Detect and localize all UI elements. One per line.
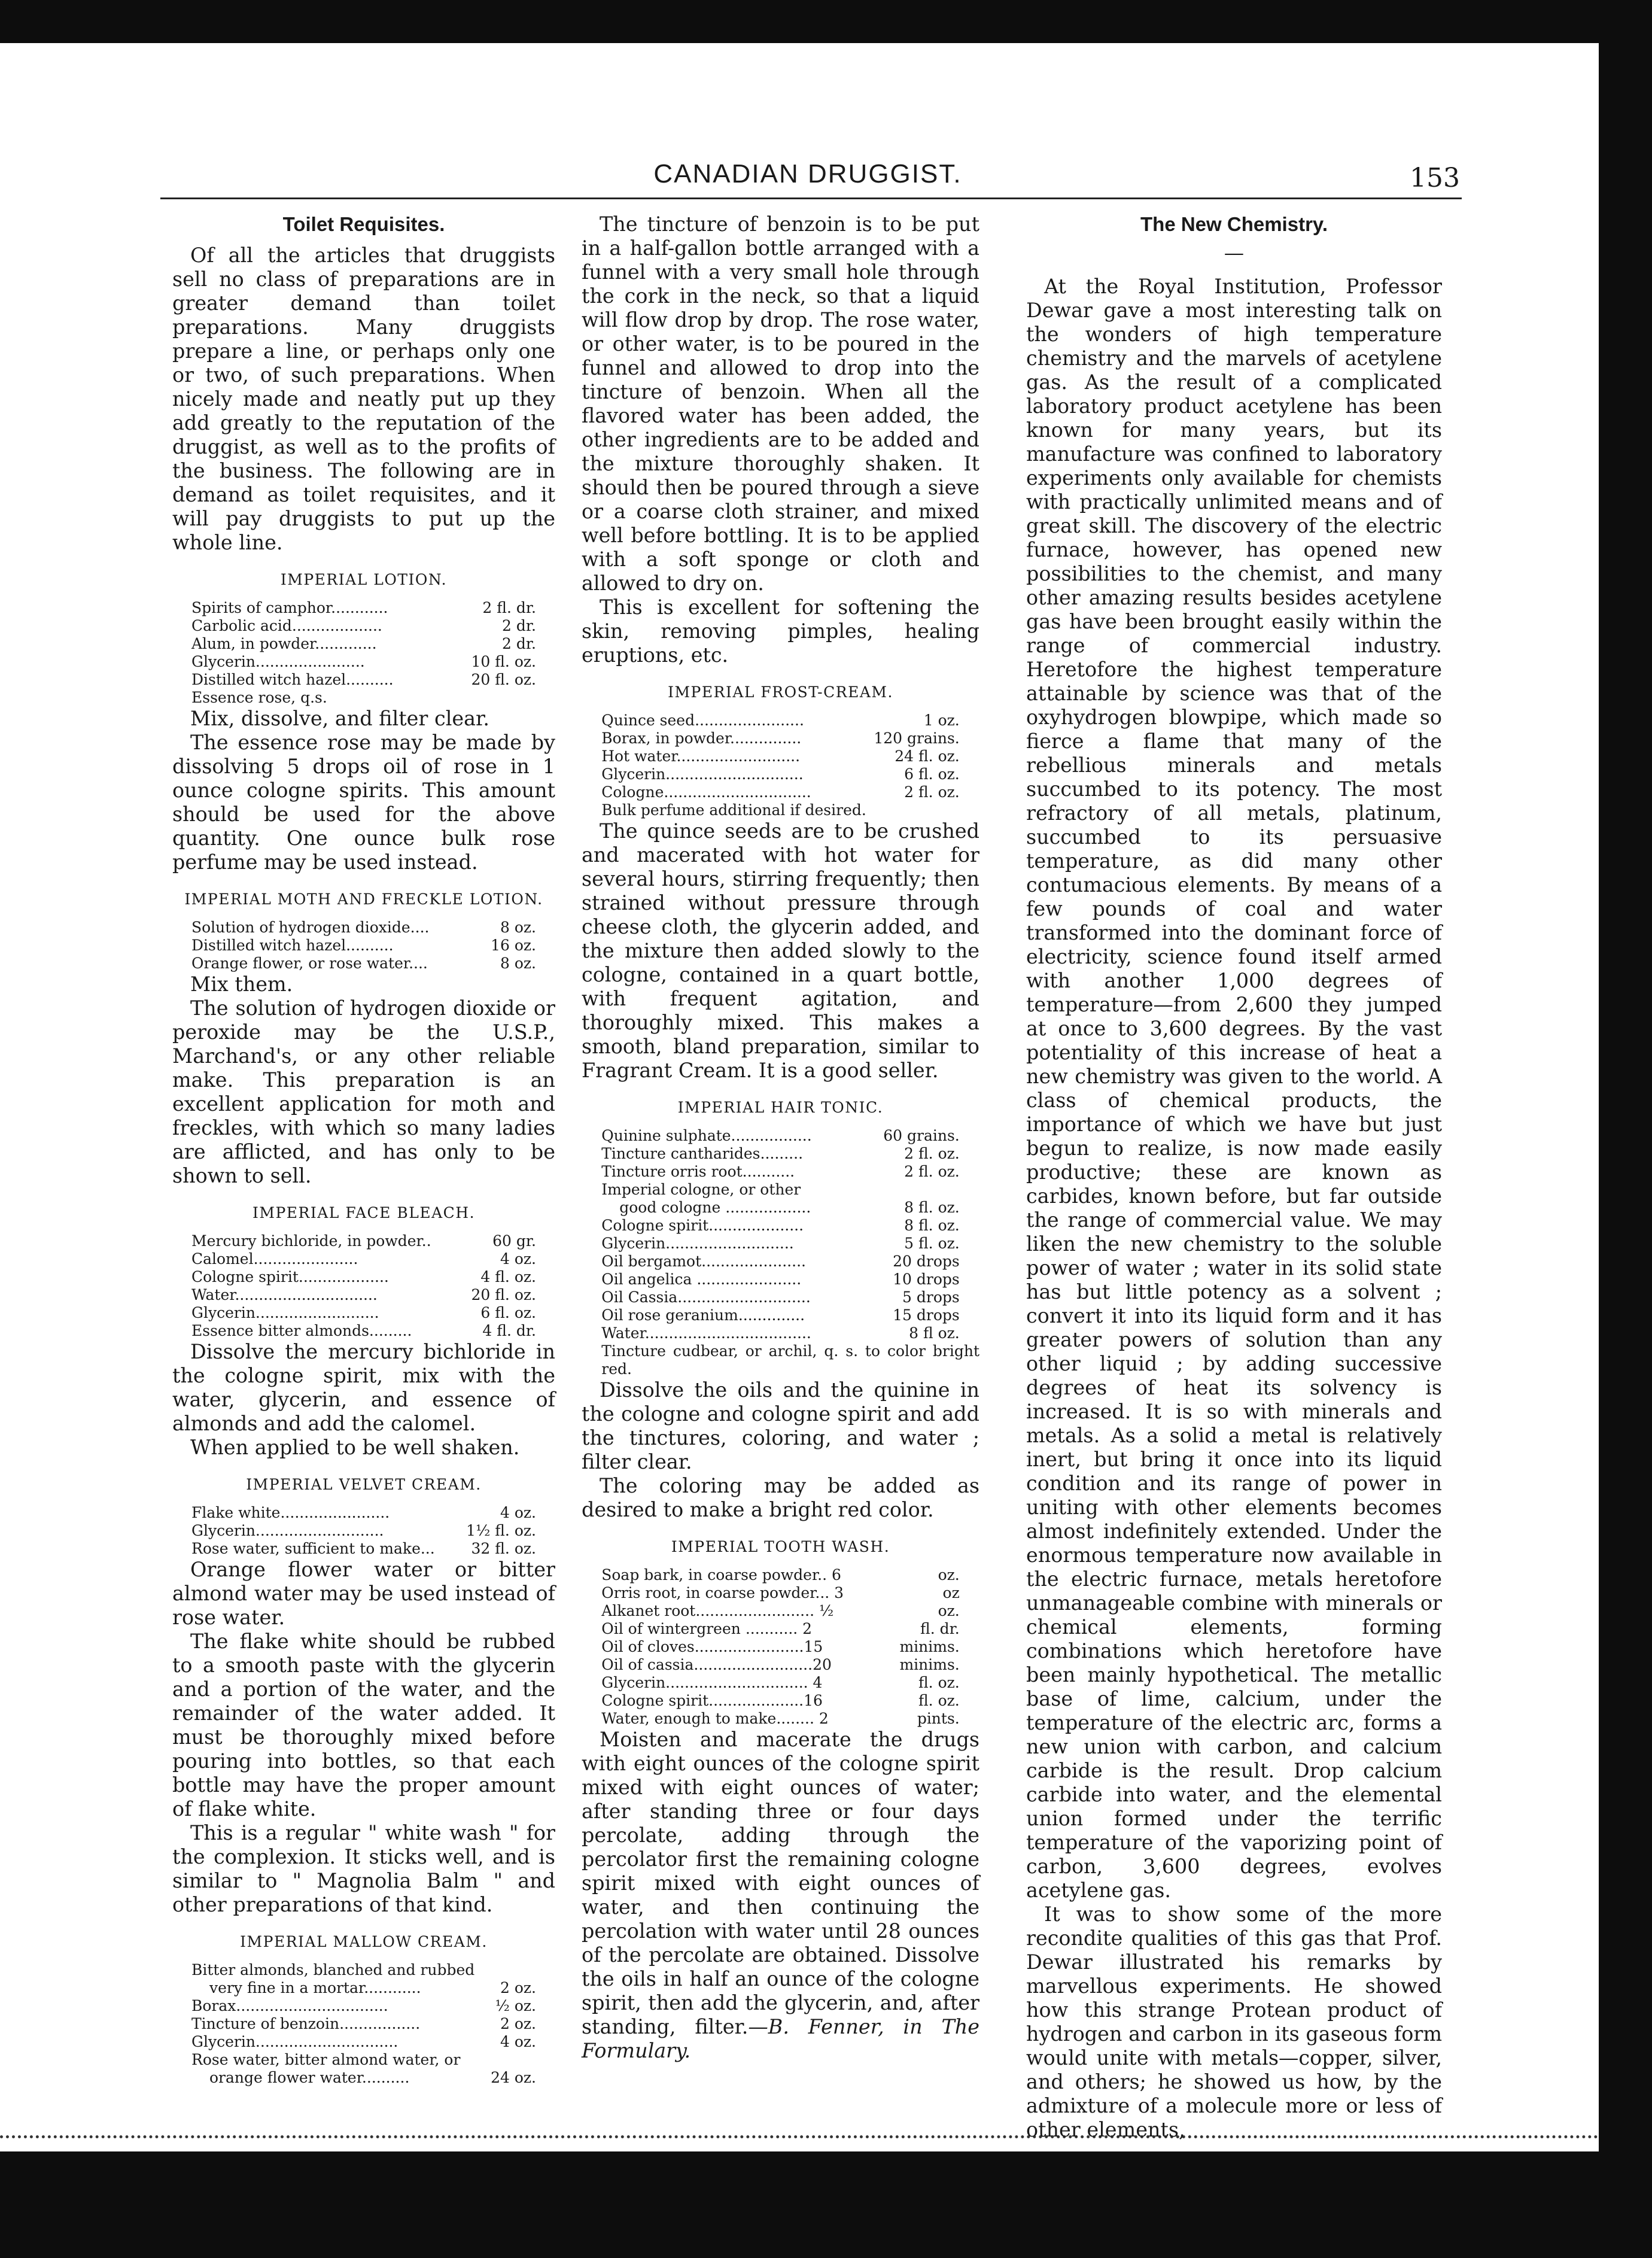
ingredient: Orris root, in coarse powder... 3 xyxy=(601,1584,844,1601)
paragraph: The flake white should be rubbed to a smooth paste with the glycerin and a portion of the water, and the remainder of the water added. It must be thoroughly mixed before pouring into bottles, so that each bottle may have the proper amount of flake white. xyxy=(172,1630,555,1821)
quantity: 24 oz. xyxy=(491,2069,536,2086)
header-rule xyxy=(160,197,1462,199)
ingredient: very fine in a mortar............ xyxy=(209,1979,421,1996)
recipe-row xyxy=(191,919,536,937)
recipe-table-velvet xyxy=(191,1504,536,1558)
ingredient: Oil of wintergreen ........... 2 xyxy=(601,1620,813,1637)
recipe-row xyxy=(601,765,960,783)
recipe-heading: IMPERIAL MOTH AND FRECKLE LOTION. xyxy=(184,891,543,908)
recipe-row xyxy=(601,1566,960,1584)
quantity: 2 oz. xyxy=(500,2015,536,2032)
recipe-row xyxy=(191,1504,536,1522)
ingredient: Rose water, bitter almond water, or xyxy=(191,2051,461,2068)
recipe-row xyxy=(601,1324,960,1342)
recipe-row xyxy=(601,1127,960,1145)
ingredient: Oil bergamot...................... xyxy=(601,1253,806,1270)
column-3 xyxy=(1026,212,1442,2142)
quantity: fl. dr. xyxy=(920,1620,960,1637)
recipe-heading: IMPERIAL MALLOW CREAM. xyxy=(240,1933,488,1950)
ingredient: Tincture orris root........... xyxy=(601,1163,795,1180)
ingredient: Oil Cassia............................ xyxy=(601,1288,811,1306)
ingredient: Glycerin........................... xyxy=(601,1235,794,1252)
quantity: 2 dr. xyxy=(501,617,536,634)
recipe-row xyxy=(601,1692,960,1710)
recipe-row xyxy=(191,635,536,653)
recipe-row xyxy=(191,689,536,707)
quantity: minims. xyxy=(899,1656,960,1673)
quantity: minims. xyxy=(899,1638,960,1655)
intro-paragraph: Of all the articles that druggists sell no class of preparations are in greater demand than toilet preparations. Many druggists prepare a line, or perhaps only one or two, of such preparations. When nicely made and neatly put up they add greatly to the reputation of the druggist, as well as to the profits of the business. The following are in demand as toilet requisites, and it will pay druggists to put up the whole line. xyxy=(172,244,555,554)
ingredient: Quince seed....................... xyxy=(601,712,804,729)
recipe-row xyxy=(191,1268,536,1286)
quantity: 15 drops xyxy=(893,1306,960,1324)
recipe-row xyxy=(191,937,536,955)
scan-top-border xyxy=(0,0,1652,43)
recipe-row xyxy=(191,1304,536,1322)
recipe-row xyxy=(601,1306,960,1324)
recipe-row xyxy=(191,671,536,689)
quantity: 24 fl. oz. xyxy=(895,747,960,765)
recipe-row xyxy=(601,1163,960,1181)
quantity: 1 oz. xyxy=(923,712,960,729)
scan-right-border xyxy=(1599,43,1652,2257)
article-title-toilet: Toilet Requisites. xyxy=(282,213,445,235)
quantity: 60 grains. xyxy=(883,1127,960,1144)
ingredient: Tincture cantharides......... xyxy=(601,1145,804,1162)
recipe-row xyxy=(191,1250,536,1268)
recipe-row xyxy=(191,1286,536,1304)
quantity: fl. oz. xyxy=(918,1692,960,1709)
recipe-row xyxy=(601,1199,960,1217)
ingredient: Alkanet root......................... ½ xyxy=(601,1602,834,1619)
recipe-row xyxy=(191,1979,536,1997)
recipe-row xyxy=(191,617,536,635)
attribution: —B. Fenner, in The Formulary. xyxy=(582,2015,979,2062)
page-header xyxy=(156,154,1460,202)
recipe-row xyxy=(191,1961,536,1979)
paragraph: This is excellent for softening the skin, removing pimples, healing eruptions, etc. xyxy=(582,595,979,667)
paragraph: Dissolve the mercury bichloride in the cologne spirit, mix with the water, glycerin, and essence of almonds and add the calomel. xyxy=(172,1340,555,1435)
recipe-row xyxy=(191,1540,536,1558)
recipe-heading: IMPERIAL FACE BLEACH. xyxy=(252,1204,476,1221)
recipe-row xyxy=(601,730,960,747)
recipe-note: Tincture cudbear, or archil, q. s. to color bright red. xyxy=(601,1342,979,1378)
paragraph xyxy=(582,1728,979,2063)
recipe-row xyxy=(601,1288,960,1306)
paragraph: The coloring may be added as desired to make a bright red color. xyxy=(582,1474,979,1521)
recipe-row xyxy=(601,1602,960,1620)
recipe-heading: IMPERIAL TOOTH WASH. xyxy=(671,1538,890,1555)
ingredient: Glycerin.......................... xyxy=(191,1304,379,1321)
quantity: 20 fl. oz. xyxy=(471,1286,536,1303)
recipe-row xyxy=(601,1217,960,1235)
recipe-heading: IMPERIAL VELVET CREAM. xyxy=(246,1476,482,1493)
recipe-table-tooth xyxy=(601,1566,960,1728)
quantity: 10 drops xyxy=(893,1271,960,1288)
ingredient: Rose water, sufficient to make... xyxy=(191,1540,435,1557)
ingredient: Water.............................. xyxy=(191,1286,378,1303)
ingredient: Essence rose, q.s. xyxy=(191,689,327,706)
recipe-row xyxy=(191,2069,536,2087)
quantity: oz xyxy=(942,1584,960,1601)
ingredient: Soap bark, in coarse powder.. 6 xyxy=(601,1566,841,1584)
ingredient: Carbolic acid................... xyxy=(191,617,382,634)
quantity: 20 drops xyxy=(893,1253,960,1270)
ingredient: Cologne spirit....................16 xyxy=(601,1692,823,1709)
quantity: 6 fl. oz. xyxy=(480,1304,536,1321)
quantity: 4 oz. xyxy=(500,1504,536,1521)
paragraph: Dissolve the oils and the quinine in the cologne and cologne spirit and add the tinctures, coloring, and water ; filter clear. xyxy=(582,1378,979,1473)
recipe-row xyxy=(601,747,960,765)
ingredient: Mercury bichloride, in powder.. xyxy=(191,1232,431,1250)
ingredient: Water, enough to make........ 2 xyxy=(601,1710,829,1727)
quantity: 8 fl oz. xyxy=(909,1324,960,1342)
paragraph: The solution of hydrogen dioxide or peroxide may be the U.S.P., Marchand's, or any other reliable make. This preparation is an excellent application for moth and freckles, with which so many ladies are afflicted, and has only to be shown to sell. xyxy=(172,996,555,1187)
quantity xyxy=(861,1181,960,1199)
quantity: 8 oz. xyxy=(500,919,536,936)
ingredient: Cologne spirit................... xyxy=(191,1268,389,1285)
quantity xyxy=(485,2051,536,2069)
recipe-row xyxy=(601,1181,960,1199)
quantity: 1½ fl. oz. xyxy=(466,1522,536,1539)
quantity: 4 fl. dr. xyxy=(482,1322,536,1339)
column-1 xyxy=(172,212,555,2087)
ingredient: Glycerin.............................. xyxy=(191,2033,398,2050)
recipe-table-frost xyxy=(601,712,960,801)
paragraph-text: Moisten and macerate the drugs with eight ounces of the cologne spirit mixed with eight ounces of water; after standing three or four days percolate, adding through the percolator first the remaining cologne spirit mixed with eight ounces of water, and then continuing the percolation with water until 28 ounces of the percolate are obtained. Dissolve the oils in half an ounce of the cologne spirit, then add the glycerin, and, after standing, filter. xyxy=(582,1728,979,2038)
paragraph: It was to show some of the more recondite qualities of this gas that Prof. Dewar illustrated his remarks by marvellous experiments. He showed how this strange Protean product of hydrogen and carbon in its gaseous form would unite with metals—copper, silver, and others; he showed us how, by the admixture of a molecule more or less of other elements, xyxy=(1026,1903,1442,2141)
quantity: 10 fl. oz. xyxy=(471,653,536,670)
recipe-heading: IMPERIAL LOTION. xyxy=(280,571,448,588)
ingredient: Cologne spirit.................... xyxy=(601,1217,804,1234)
ingredient: Hot water.......................... xyxy=(601,747,801,765)
ingredient: Flake white....................... xyxy=(191,1504,390,1521)
quantity: 4 oz. xyxy=(500,2033,536,2050)
ingredient: Quinine sulphate................. xyxy=(601,1127,812,1144)
ingredient: Oil of cassia.........................20 xyxy=(601,1656,832,1673)
recipe-row xyxy=(191,1997,536,2015)
quantity: 5 fl. oz. xyxy=(904,1235,960,1252)
ingredient: Borax................................ xyxy=(191,1997,388,2014)
quantity: 2 fl. dr. xyxy=(482,599,536,616)
quantity: 8 oz. xyxy=(500,955,536,972)
paragraph: The essence rose may be made by dissolving 5 drops oil of rose in 1 ounce cologne spirits. This amount should be used for the above quantity. One ounce bulk rose perfume may be used instead. xyxy=(172,731,555,874)
ingredient: Borax, in powder............... xyxy=(601,730,802,747)
recipe-row xyxy=(601,1710,960,1728)
recipe-table-mallow xyxy=(191,1961,536,2087)
ingredient: Cologne............................... xyxy=(601,783,811,801)
recipe-row xyxy=(601,1674,960,1692)
recipe-row xyxy=(601,1620,960,1638)
paragraph: The tincture of benzoin is to be put in a half-gallon bottle arranged with a funnel with a very small hole through the cork in the neck, so that a liquid will flow drop by drop. The rose water, or other water, is to be poured in the funnel and allowed to drop into the tincture of benzoin. When all the flavored water has been added, the other ingredients are to be added and the mixture thoroughly shaken. It should then be poured through a sieve or a coarse cloth strainer, and mixed well before bottling. It is to be applied with a soft sponge or cloth and allowed to dry on. xyxy=(582,212,979,595)
recipe-row xyxy=(601,1145,960,1163)
title-dash: — xyxy=(1224,241,1245,265)
ingredient: Water................................... xyxy=(601,1324,811,1342)
recipe-row xyxy=(601,712,960,730)
recipe-table-lotion xyxy=(191,599,536,707)
quantity: oz. xyxy=(938,1566,960,1584)
ingredient: Glycerin............................. xyxy=(601,765,804,783)
recipe-row xyxy=(191,2033,536,2051)
quantity: 2 fl. oz. xyxy=(904,783,960,801)
recipe-table-hair xyxy=(601,1127,960,1342)
page-number: 153 xyxy=(1410,163,1460,193)
article-title-chemistry: The New Chemistry. xyxy=(1140,213,1328,235)
quantity: 120 grains. xyxy=(874,730,960,747)
scan-bottom-border xyxy=(0,2151,1652,2258)
ingredient: Calomel...................... xyxy=(191,1250,358,1268)
quantity: 8 fl. oz. xyxy=(904,1217,960,1234)
recipe-row xyxy=(601,1638,960,1656)
quantity: pints. xyxy=(917,1710,960,1727)
quantity: 4 oz. xyxy=(500,1250,536,1268)
recipe-row xyxy=(601,1253,960,1271)
paragraph: When applied to be well shaken. xyxy=(190,1436,520,1459)
ingredient: Tincture of benzoin................. xyxy=(191,2015,421,2032)
ingredient: Essence bitter almonds......... xyxy=(191,1322,412,1339)
recipe-table-bleach xyxy=(191,1232,536,1340)
recipe-row xyxy=(191,1522,536,1540)
recipe-row xyxy=(191,955,536,973)
recipe-row xyxy=(601,1271,960,1288)
ingredient: Alum, in powder............. xyxy=(191,635,377,652)
ingredient: Oil angelica ...................... xyxy=(601,1271,802,1288)
quantity: 4 fl. oz. xyxy=(480,1268,536,1285)
ingredient: Distilled witch hazel.......... xyxy=(191,937,394,954)
recipe-row xyxy=(601,1235,960,1253)
recipe-note: Bulk perfume additional if desired. xyxy=(601,801,866,819)
ingredient: Imperial cologne, or other xyxy=(601,1181,801,1198)
recipe-row xyxy=(191,599,536,617)
journal-title: CANADIAN DRUGGIST. xyxy=(653,159,962,189)
paragraph: Mix them. xyxy=(190,973,293,996)
ingredient: Spirits of camphor............ xyxy=(191,599,388,616)
quantity: 6 fl. oz. xyxy=(904,765,960,783)
quantity: 32 fl. oz. xyxy=(471,1540,536,1557)
ingredient: orange flower water.......... xyxy=(209,2069,410,2086)
quantity xyxy=(449,689,536,707)
recipe-heading: IMPERIAL HAIR TONIC. xyxy=(677,1099,884,1116)
ingredient: Bitter almonds, blanched and rubbed xyxy=(191,1961,475,1979)
ingredient: Glycerin.............................. 4 xyxy=(601,1674,823,1691)
ingredient: Oil rose geranium.............. xyxy=(601,1306,805,1324)
quantity: 5 drops xyxy=(902,1288,960,1306)
quantity: 2 dr. xyxy=(501,635,536,652)
column-2 xyxy=(582,212,979,2063)
recipe-row xyxy=(601,1584,960,1602)
ingredient: Solution of hydrogen dioxide.... xyxy=(191,919,430,936)
quantity: ½ oz. xyxy=(495,1997,536,2014)
quantity: 2 fl. oz. xyxy=(904,1145,960,1162)
ingredient: Glycerin....................... xyxy=(191,653,365,670)
recipe-row xyxy=(191,2015,536,2033)
recipe-row xyxy=(601,1656,960,1674)
quantity xyxy=(485,1961,536,1979)
paragraph: This is a regular " white wash " for the complexion. It sticks well, and is similar to " Magnolia Balm " and other preparations of that kind. xyxy=(172,1821,555,1916)
paragraph: The quince seeds are to be crushed and macerated with hot water for several hours, stirring frequently; then strained without pressure through cheese cloth, the glycerin added, and the mixture then added slowly to the cologne, contained in a quart bottle, with frequent agitation, and thoroughly mixed. This makes a smooth, bland preparation, similar to Fragrant Cream. It is a good seller. xyxy=(582,819,979,1082)
quantity: 60 gr. xyxy=(492,1232,536,1250)
ingredient: Distilled witch hazel.......... xyxy=(191,671,394,688)
paragraph: At the Royal Institution, Professor Dewar gave a most interesting talk on the wonders of high temperature chemistry and the marvels of acetylene gas. As the result of a complicated laboratory product acetylene has been known for many years, but its manufacture was confined to laboratory experiments only available for chemists with practically unlimited means and of great skill. The discovery of the electric furnace, however, has opened new possibilities to the chemist, and many other amazing results besides acetylene gas have been brought easily within the range of commercial industry. Heretofore the highest temperature attainable by science was that of the oxyhydrogen blowpipe, which made so fierce a flame that many of the rebellious minerals and metals succumbed to its potency. The most refractory of all metals, platinum, succumbed to its persuasive temperature, as did many other contumacious elements. By means of a few pounds of coal and water transformed into the dominant force of electricity, science found itself armed with another 1,000 degrees of temperature—from 2,600 they jumped at once to 3,600 degrees. By the vast potentiality of this increase of heat a new chemistry was given to the world. A class of chemical products, the importance of which we have but just begun to realize, is now made easily productive; these are known as carbides, known before, but far outside the range of commercial value. We may liken the new chemistry to the soluble power of water ; water in its solid state has but little potency as a solvent ; convert it into its liquid form and it has greater powers of solution than any other liquid ; by adding successive degrees of heat its solvency is increased. It is so with minerals and metals. As a solid a metal is relatively inert, but bring it once into its liquid condition and its range of power in uniting with other elements becomes almost indefinitely extended. Under the enormous temperature now available in the electric furnace, metals heretofore unmanageable combine with minerals or chemical elements, forming combinations which heretofore have been mainly hypothetical. The metallic base of lime, calcium, under the temperature of the electric arc, forms a new union with carbon, and calcium carbide is the result. Drop calcium carbide into water, and the elemental union formed under the terrific temperature of the vaporizing point of carbon, 3,600 degrees, evolves acetylene gas. xyxy=(1026,275,1442,1902)
recipe-row xyxy=(191,1232,536,1250)
quantity: 16 oz. xyxy=(491,937,536,954)
paragraph: Orange flower water or bitter almond water may be used instead of rose water. xyxy=(172,1558,555,1629)
quantity: fl. oz. xyxy=(918,1674,960,1691)
ingredient: good cologne .................. xyxy=(619,1199,811,1216)
recipe-heading: IMPERIAL FROST-CREAM. xyxy=(668,683,893,701)
recipe-row xyxy=(191,653,536,671)
recipe-table-moth xyxy=(191,919,536,973)
recipe-row xyxy=(191,2051,536,2069)
quantity: 2 oz. xyxy=(500,1979,536,1996)
quantity: oz. xyxy=(938,1602,960,1619)
quantity: 20 fl. oz. xyxy=(471,671,536,688)
paragraph: Mix, dissolve, and filter clear. xyxy=(190,707,489,730)
quantity: 8 fl. oz. xyxy=(904,1199,960,1216)
recipe-row xyxy=(191,1322,536,1340)
ingredient: Oil of cloves.......................15 xyxy=(601,1638,823,1655)
quantity: 2 fl. oz. xyxy=(904,1163,960,1180)
ingredient: Orange flower, or rose water.... xyxy=(191,955,428,972)
recipe-row xyxy=(601,783,960,801)
ingredient: Glycerin........................... xyxy=(191,1522,384,1539)
